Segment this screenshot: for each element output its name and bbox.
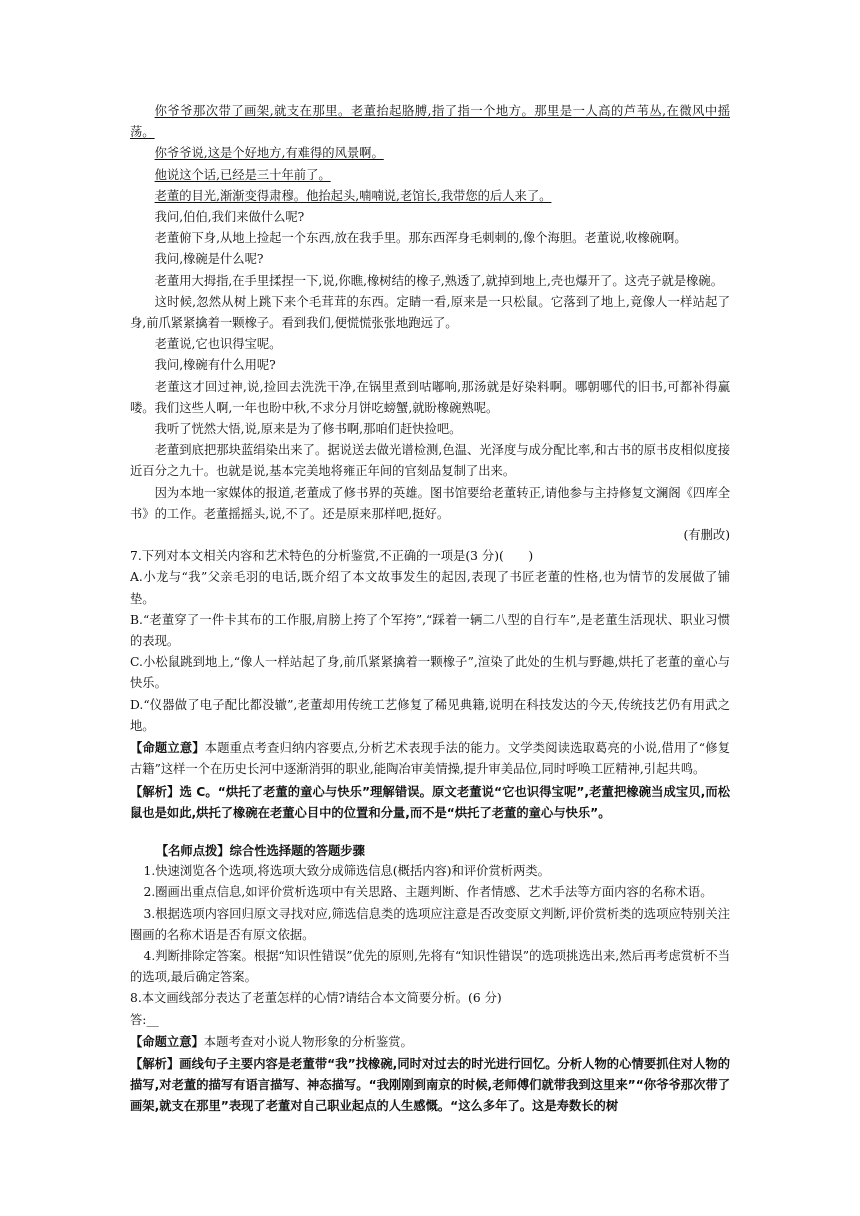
story-paragraph: 我问,伯伯,我们来做什么呢?: [154, 210, 305, 225]
story-paragraph: 这时候,忽然从树上跳下来个毛茸茸的东西。定睛一看,原来是一只松鼠。它落到了地上,竟像人一样站起了身,前爪紧紧擒着一颗橡子。看到我们,便慌慌张张地跑远了。: [130, 294, 730, 331]
question-7-stem: 7.下列对本文相关内容和艺术特色的分析鉴赏,不正确的一项是(3 分)( ): [130, 549, 534, 564]
story-paragraph: 老董这才回过神,说,捡回去洗洗干净,在锅里煮到咕嘟响,那汤就是好染料啊。哪朝哪代的旧书,可都补得赢喽。我们这些人啊,一年也盼中秋,不求分月饼吃螃蟹,就盼橡碗熟呢。: [130, 379, 730, 415]
option-c: C.小松鼠跳到地上,“像人一样站起了身,前爪紧紧擒着一颗橡子”,渲染了此处的生机与野趣,烘托了老董的童心与快乐。: [130, 655, 730, 691]
answer-blank: 答:__: [130, 1012, 159, 1027]
story-paragraph: 因为本地一家媒体的报道,老董成了修书界的英雄。图书馆要给老董转正,请他参与主持修复文澜阁《四库全书》的工作。老董摇摇头,说,不了。还是原来那样吧,挺好。: [130, 485, 730, 521]
story-paragraph: 我问,橡碗有什么用呢?: [154, 358, 276, 373]
underlined-sentence: 你爷爷说,这是个好地方,有难得的风景啊。: [154, 146, 384, 161]
story-paragraph: 老董到底把那块蓝绢染出来了。据说送去做光谱检测,色温、光泽度与成分配比率,和古书的原书皮相似度接近百分之九十。也就是说,基本完美地将雍正年间的官刻品复制了出来。: [130, 443, 730, 479]
story-paragraph: 老董用大拇指,在手里揉捏一下,说,你瞧,橡树结的橡子,熟透了,就掉到地上,壳也爆开了。这壳子就是橡碗。: [154, 273, 724, 288]
story-paragraph: 我问,橡碗是什么呢?: [154, 252, 264, 267]
analysis-text: 选 C。“烘托了老董的童心与快乐”理解错误。原文老董说“它也识得宝呢”,老董把橡碗当成宝贝,而松鼠也是如此,烘托了橡碗在老董心目中的位置和分量,而不是“烘托了老董的童心与快乐”。: [130, 784, 730, 820]
analysis-label: 【解析】: [130, 783, 180, 799]
intent-text: 本题重点考查归纳内容要点,分析艺术表现手法的能力。文学类阅读选取葛亮的小说,借用了“修复古籍”这样一个在历史长河中逐渐消弭的职业,能陶冶审美情操,提升审美品位,同时呼唤工匠精神,引起共鸣。: [130, 741, 730, 777]
tip-step: 1.快速浏览各个选项,将选项大致分成筛选信息(概括内容)和评价赏析两类。: [143, 864, 550, 879]
option-d: D.“仪器做了电子配比都没辙”,老董却用传统工艺修复了稀见典籍,说明在科技发达的今天,传统技艺仍有用武之地。: [130, 697, 730, 733]
option-b: B.“老董穿了一件卡其布的工作服,肩膀上挎了个军挎”,“踩着一辆二八型的自行车”,是老董生活现状、职业习惯的表现。: [130, 612, 730, 649]
question-7-intent: [130, 737, 730, 780]
tips-title: 【名师点拨】综合性选择题的答题步骤: [155, 842, 365, 858]
option-a: A.小龙与“我”父亲毛羽的电话,既介绍了本文故事发生的起因,表现了书匠老董的性格,也为情节的发展做了铺垫。: [130, 570, 730, 606]
document-body: [130, 101, 730, 1118]
question-8-analysis: [130, 1053, 730, 1118]
intent-label: 【命题立意】: [130, 1033, 204, 1049]
story-paragraph: 老董俯下身,从地上捡起一个东西,放在我手里。那东西浑身毛刺刺的,像个海胆。老董说,收橡碗啊。: [154, 231, 687, 246]
intent-label: 【命题立意】: [130, 740, 205, 756]
tip-step: 3.根据选项内容回归原文寻找对应,筛选信息类的选项应注意是否改变原文判断,评价赏析类的选项应特别关注圈画的名称术语是否有原文依据。: [130, 906, 730, 942]
underlined-sentence: 他说这个话,已经是三十年前了。: [154, 167, 331, 182]
tip-step: 2.圈画出重点信息,如评价赏析选项中有关思路、主题判断、作者情感、艺术手法等方面内容的名称术语。: [143, 885, 713, 900]
question-7-analysis: [130, 781, 730, 824]
question-8-intent: [130, 1031, 730, 1053]
underlined-sentence: 你爷爷那次带了画架,就支在那里。老董抬起胳膊,指了指一个地方。那里是一人高的芦苇丛,在微风中摇荡。: [130, 104, 730, 140]
analysis-label: 【解析】: [130, 1055, 180, 1071]
underlined-sentence: 老董的目光,渐渐变得肃穆。他抬起头,喃喃说,老馆长,我带您的后人来了。: [154, 188, 552, 203]
teacher-tips: [130, 840, 730, 988]
question-8-stem: 8.本文画线部分表达了老董怎样的心情?请结合本文简要分析。(6 分): [130, 991, 502, 1006]
edit-note: (有删改): [683, 528, 730, 543]
intent-text: 本题考查对小说人物形象的分析鉴赏。: [203, 1034, 413, 1049]
story-paragraph: 我听了恍然大悟,说,原来是为了修书啊,那咱们赶快捡吧。: [154, 422, 462, 437]
story-paragraph: 老董说,它也识得宝呢。: [154, 337, 282, 352]
analysis-text: 画线句子主要内容是老董带“我”找橡碗,同时对过去的时光进行回忆。分析人物的心情要抓住对人物的描写,对老董的描写有语言描写、神态描写。“我刚刚到南京的时候,老师傅们就带我到这里来”“你爷爷那次带了画架,就支在那里”表现了老董对自己职业起点的人生感慨。“这么多年了。这是寿数长的树: [130, 1056, 730, 1114]
tip-step: 4.判断排除定答案。根据“知识性错误”优先的原则,先将有“知识性错误”的选项挑选出来,然后再考虑赏析不当的选项,最后确定答案。: [130, 948, 730, 985]
